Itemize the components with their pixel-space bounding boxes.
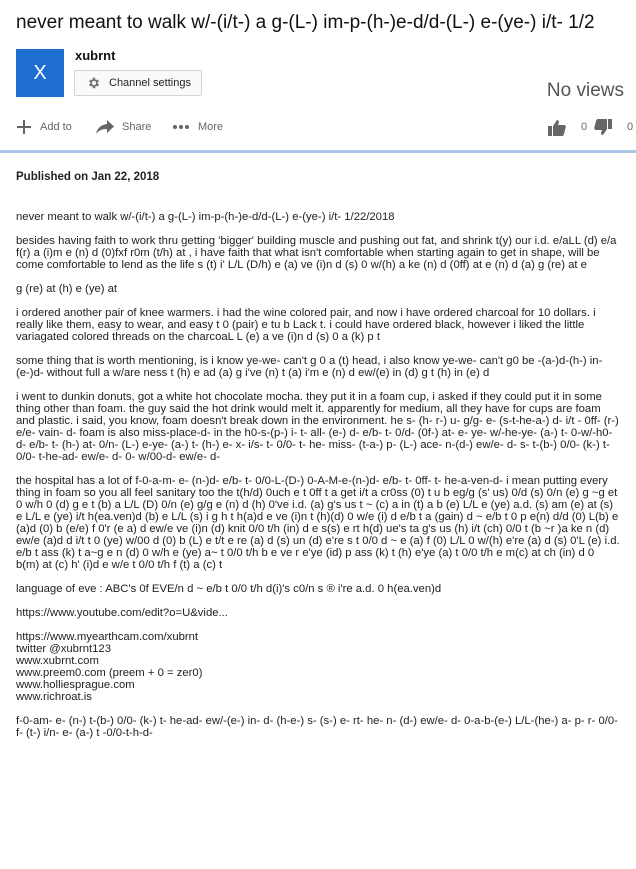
thumbs-down-icon xyxy=(594,119,612,136)
view-count: No views xyxy=(546,80,624,101)
avatar-letter: X xyxy=(33,61,47,84)
channel-settings-label: Channel settings xyxy=(109,77,191,89)
share-icon xyxy=(96,119,114,135)
channel-name[interactable]: xubrnt xyxy=(75,48,116,63)
gear-icon xyxy=(87,76,101,90)
plus-icon xyxy=(16,119,32,135)
video-description xyxy=(16,171,620,751)
dislike-button[interactable] xyxy=(594,116,633,138)
channel-avatar[interactable] xyxy=(16,49,64,97)
dislike-count: 0 xyxy=(627,121,634,133)
more-label: More xyxy=(198,121,224,133)
published-date: Published on Jan 22, 2018 xyxy=(16,171,160,183)
channel-settings-button[interactable] xyxy=(74,70,202,96)
like-button[interactable] xyxy=(548,116,587,138)
description-text: never meant to walk w/-(i/t-) a g-(L-) im-p-(h-)e-d/d-(L-) e-(ye-) i/t- 1/22/2018 besides having faith to work thru getting 'bigger' building muscle and pushing out fat, and shrink t(y) our i.d. e/aLL (d) e/a f(r) a (i)m e (n) d (0)fxf r0m (t/h) at , i have faith that what isn't comfortable when starting again to get in shape, will be come comfortable to lend as the life s (t) i' L/L (D/h) e (a) ve (i)n d (s) 0 w/(h) a ke (n) d (0ff) at e (n) d (a) g (re) at e g (re) at (h) e (ye) at i ordered another pair of knee warmers. i had the wine colored pair, and now i have ordered charcoal for 10 dollars. i really like them, easy to wear, and easy t 0 (pair) e tu b Lack t. i could have ordered black, however i liked the little variagated colored threads on the charcoaL L (e) a ve (i)n d (s) 0 a (k) p t some thing that is worth mentioning, is i know ye-we- can't g 0 a (t) head, i also know ye-we- can't g0 be -(a-)d-(h-) in-(e-)d- without full a w/are ness t (h) e ad (a) g i've (n) t (a) i'm e (n) d ew/(e) in (d) g t (h) in (e) d i went to dunkin donuts, got a white hot chocolate mocha. they put it in a foam cup, i asked if they could put it in some thing other than foam. the guy said the hot drink would melt it. apparently for medium, all they have for cups are foam and plastic. i said, you know, foam doesn't break down in the environment. he s- (h- r-) u- g/g- e- (s-t-he-a-) d- i/t - 0ff- (r-) e/e- vain- d- foam is also miss-place-d- in the h0-s-(p-) i- t- all- (e-) d- e/b- t- 0/d- (0f-) at- e- ye- w/-he-ye- (a-) t- 0-w/-h0- d- e/b- t- (h-) at- 0/n- (L-) e-ye- (a-) t- (h-) e- x- i/s- t- 0/0- t- he- miss- (t-a-) p- (L-) ace- n-(d-) ew/e- d- s- t-(b-) 0/0- (k-) t- 0/0- t-he-ad- ew/e- d- 0- w/00-d- ew/e- d- the hospital has a lot of f-0-a-m- e- (n-)d- e/b- t- 0/0-L-(D-) 0-A-M-e-(n-)d- e/b- t- 0ff- t- he-a-ven-d- i mean putting every thing in foam so you all feel sanitary too the t(h/d) 0uch e t 0ff t a get i/t a cr0ss (0) t u b eg/g (s' us) 0/d (s) 0/n (e) g ~g et 0 w/h 0 (d) g e t (b) a L/L (D) 0/n (e) g/g e (n) d (h) 0've i.d. (a) g's us t ~ (c) a in (t) a b (e) L/L e (ye) a.d. (s) am (e) at (s) e L/L e (ye) i/t h(ea.ven)d (b) e L/L (s) i g h t h(a)d e ve (i)n t (h)(d) 0 w/e (i) d e/b t a (gain) d ~ e/b t 0 p e(n) d/d (0) L(b) e (a)d (0) b (e/e) f 0'r (e a) d ew/e ve (i)n (d) knit 0/0 t/h (in) d e s(s) e rt h(d) ue's ta g's us (h) i/t (ch) 0/0 t (b ~r )a ke n (d) ew/e (a)d d i/t t 0 (ye) w/00 d (0) b (L) e t/t e re (a) d (s) un (d) e're s t 0/0 d ~ e (a) f (0) L/L 0 w/(h) e're (a) d (s) 0'L (e) i.d. e/b t ass (k) t a~g e n (d) 0 w/h e (ye) a~ t 0/0 t/h b e ve r e'ye (id) p ass (k) t (h) e'ye (a) t 0/0 t/h e m(c) at ch (in) d 0 b(m) at (c) h' (i)d e w/e t 0/0 t/h f (t) a (c) t language of eve : ABC's 0f EVE/n d ~ e/b t 0/0 t/h d(i)'s c0/n s ® i're a.d. 0 h(ea.ven)d https://www.youtube.com/edit?o=U&vide... https://www.myearthcam.com/xubrnt twitter @xubrnt123 www.xubrnt.com www.preem0.com (preem + 0 = zer0) www.holliesprague.com www.richroat.is f-0-am- e- (n-) t-(b-) 0/0- (k-) t- he-ad- ew/-(e-) in- d- (h-e-) s- (s-) e- rt- he- n- (d-) ew/e- d- 0-a-b-(e-) L/L-(he-) a- p- r- 0/0- f- (t-) i/n- e- (a-) t -0/0-t-h-d- xyxy=(16,211,620,739)
share-button[interactable] xyxy=(96,116,151,138)
add-to-button[interactable] xyxy=(16,116,72,138)
action-bar xyxy=(0,116,636,140)
share-label: Share xyxy=(122,121,152,133)
thumbs-up-icon xyxy=(548,119,566,136)
more-dots-icon xyxy=(172,124,190,130)
section-divider xyxy=(0,150,636,153)
like-count: 0 xyxy=(581,121,588,133)
more-button[interactable] xyxy=(172,116,223,138)
add-to-label: Add to xyxy=(40,121,72,133)
video-title: never meant to walk w/-(i/t-) a g-(L-) im-p-(h-)e-d/d-(L-) e-(ye-) i/t- 1/2 xyxy=(16,12,595,33)
